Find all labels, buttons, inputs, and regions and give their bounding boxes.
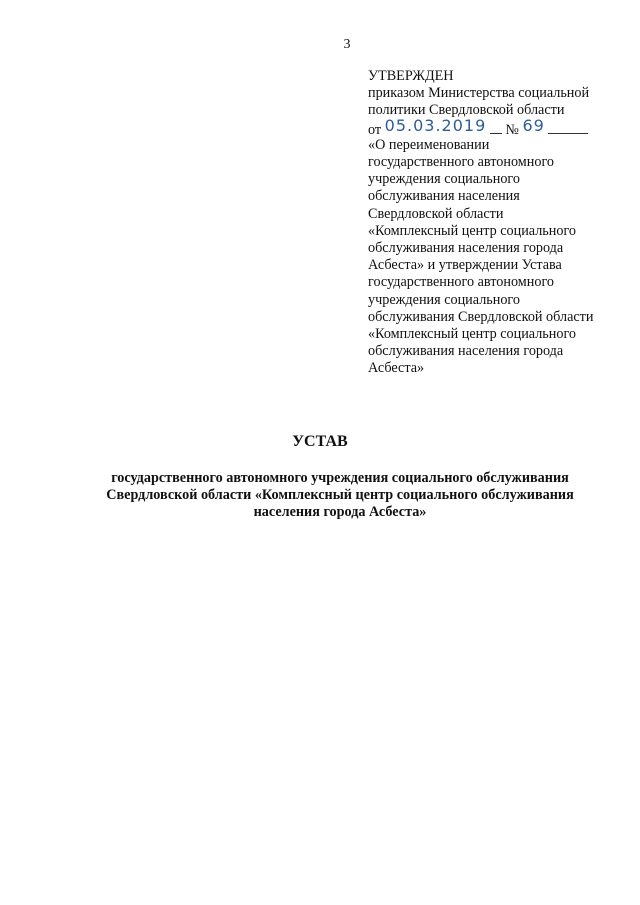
document-title: УСТАВ (292, 433, 348, 450)
approval-description-line: государственного автономного (368, 274, 555, 291)
subtitle-line: Свердловской области «Комплексный центр социального обслуживания (106, 487, 574, 504)
handwritten-number: 69 (522, 115, 545, 135)
approval-description-line: Асбеста» (368, 360, 425, 377)
from-label: от (368, 121, 382, 138)
approval-description-line: учреждения социального (368, 291, 520, 308)
approval-description-line: Свердловской области (368, 205, 504, 222)
approval-description-line: обслуживания населения города (368, 343, 564, 360)
page-number: 3 (343, 37, 351, 52)
approval-description-line: «О переименовании (368, 136, 490, 153)
document-subtitle (60, 470, 620, 522)
approval-order-line-1: приказом Министерства социальной (368, 85, 590, 102)
date-underline (490, 132, 502, 134)
handwritten-date: 05.03.2019 (384, 115, 487, 135)
approval-description-line: «Комплексный центр социального (368, 326, 577, 343)
approval-date-number-line (368, 115, 630, 138)
approval-description-line: обслуживания населения города (368, 240, 564, 257)
approval-heading: УТВЕРЖДЕН (368, 68, 454, 84)
approval-description-line: «Комплексный центр социального (368, 222, 577, 239)
subtitle-line: населения города Асбеста» (253, 504, 427, 521)
approval-description-line: учреждения социального (368, 171, 520, 188)
number-label: № (505, 121, 519, 138)
approval-description-line: обслуживания населения (368, 188, 520, 205)
approval-description-line: Асбеста» и утверждении Устава (368, 257, 562, 274)
subtitle-line: государственного автономного учреждения социального обслуживания (111, 470, 569, 486)
approval-order-line-2: политики Свердловской области (368, 102, 565, 119)
number-underline (548, 132, 588, 134)
approval-description-line: государственного автономного (368, 154, 555, 170)
approval-description-line: обслуживания Свердловской области (368, 308, 594, 325)
approval-block (368, 68, 630, 378)
